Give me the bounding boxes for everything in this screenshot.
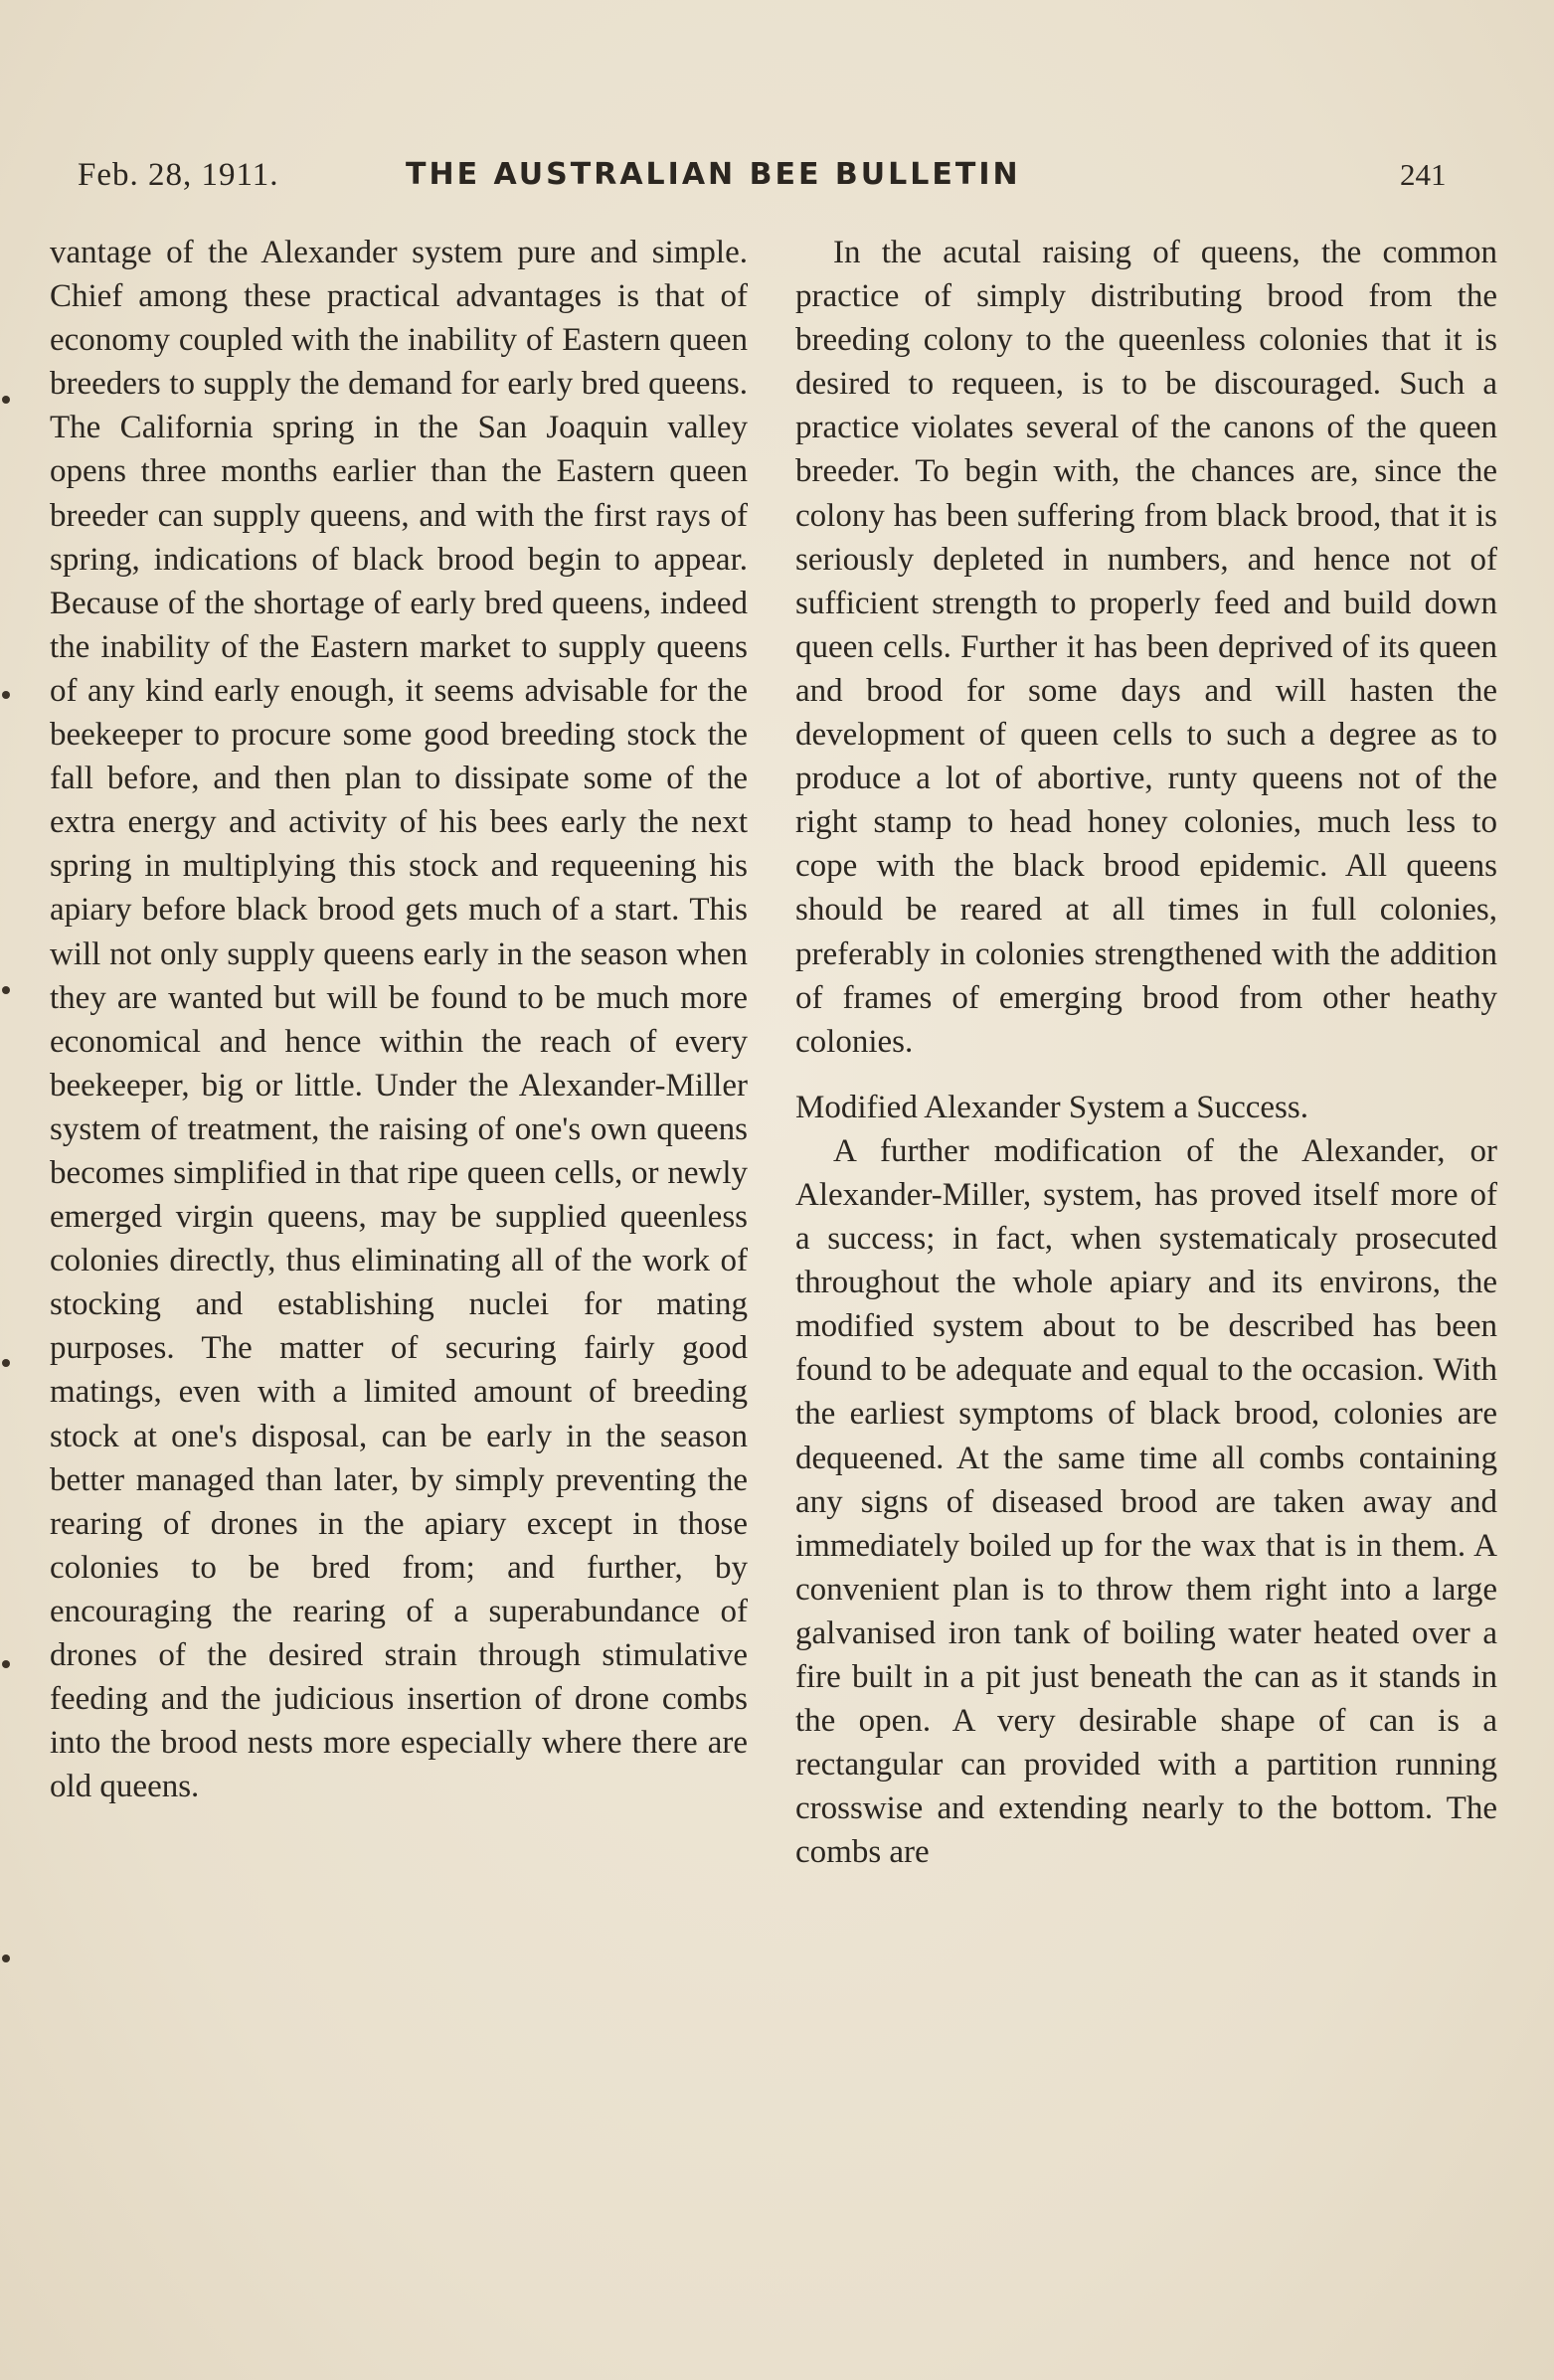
page-header [78, 157, 1469, 207]
margin-mark [2, 1660, 10, 1668]
margin-mark [2, 986, 10, 994]
page-number: 241 [1400, 157, 1447, 192]
left-column [50, 231, 748, 1808]
margin-mark [2, 1955, 10, 1962]
margin-mark [2, 1359, 10, 1367]
header-title: THE AUSTRALIAN BEE BULLETIN [406, 157, 1021, 192]
header-date: Feb. 28, 1911. [78, 157, 279, 193]
section-subheading: Modified Alexander System a Success. [795, 1089, 1308, 1125]
left-column-text: vantage of the Alexander system pure and simple. Chief among these practical advantages is that of economy coupled with the inability of Eastern queen breeders to supply the demand for early bred queens. The California spring in the San Joaquin valley opens three months earlier than the Eastern queen breeder can supply queens, and with the first rays of spring, indications of black brood begin to appear. Because of the shortage of early bred queens, indeed the inability of the Eastern market to supply queens of any kind early enough, it seems advisable for the beekeeper to procure some good breeding stock the fall before, and then plan to dissipate some of the extra energy and activity of his bees early the next spring in multiplying this stock and requeening his apiary before black brood gets much of a start. This will not only supply queens early in the season when they are wanted but will be found to be much more economical and hence within the reach of every beekeeper, big or little. Under the Alexander-Miller system of treatment, the raising of one's own queens becomes simplified in that ripe queen cells, or newly emerged virgin queens, may be supplied queenless colonies directly, thus eliminating all of the work of stocking and establishing nuclei for mating purposes. The matter of securing fairly good matings, even with a limited amount of breeding stock at one's disposal, can be early in the season better managed than later, by simply preventing the rearing of drones in the apiary except in those colonies to be bred from; and further, by encouraging the rearing of a superabundance of drones of the desired strain through stimulative feeding and the judicious insertion of drone combs into the brood nests more especially where there are old queens. [50, 235, 748, 1805]
margin-mark [2, 396, 10, 404]
right-paragraph-2: A further modification of the Alexander, or Alexander-Miller, system, has proved itself more of a success; in fact, when systematicaly prosecuted throughout the whole apiary and its environs, the modified system about to be described has been found to be adequate and equal to the occasion. With the earliest symptoms of black brood, colonies are dequeened. At the same time all combs containing any signs of diseased brood are taken away and immediately boiled up for the wax that is in them. A convenient plan is to throw them right into a large galvanised iron tank of boiling water heated over a fire built in a pit just beneath the can as it stands in the open. A very desirable shape of can is a rectangular can provided with a partition running crosswise and extending nearly to the bottom. The combs are [795, 1132, 1497, 1871]
right-paragraph-1: In the acutal raising of queens, the common practice of simply distributing brood from the breeding colony to the queenless colonies that it is desired to requeen, is to be discouraged. Such a practice violates several of the canons of the queen breeder. To begin with, the chances are, since the colony has been suffering from black brood, that it is seriously depleted in numbers, and hence not of sufficient strength to properly feed and build down queen cells. Further it has been deprived of its queen and brood for some days and will hasten the development of queen cells to such a degree as to produce a lot of abortive, runty queens not of the right stamp to head honey colonies, much less to cope with the black brood epidemic. All queens should be reared at all times in full colonies, preferably in colonies strengthened with the addition of frames of emerging brood from other heathy colonies. [795, 235, 1497, 1060]
right-column [795, 231, 1497, 1874]
margin-mark [2, 691, 10, 699]
